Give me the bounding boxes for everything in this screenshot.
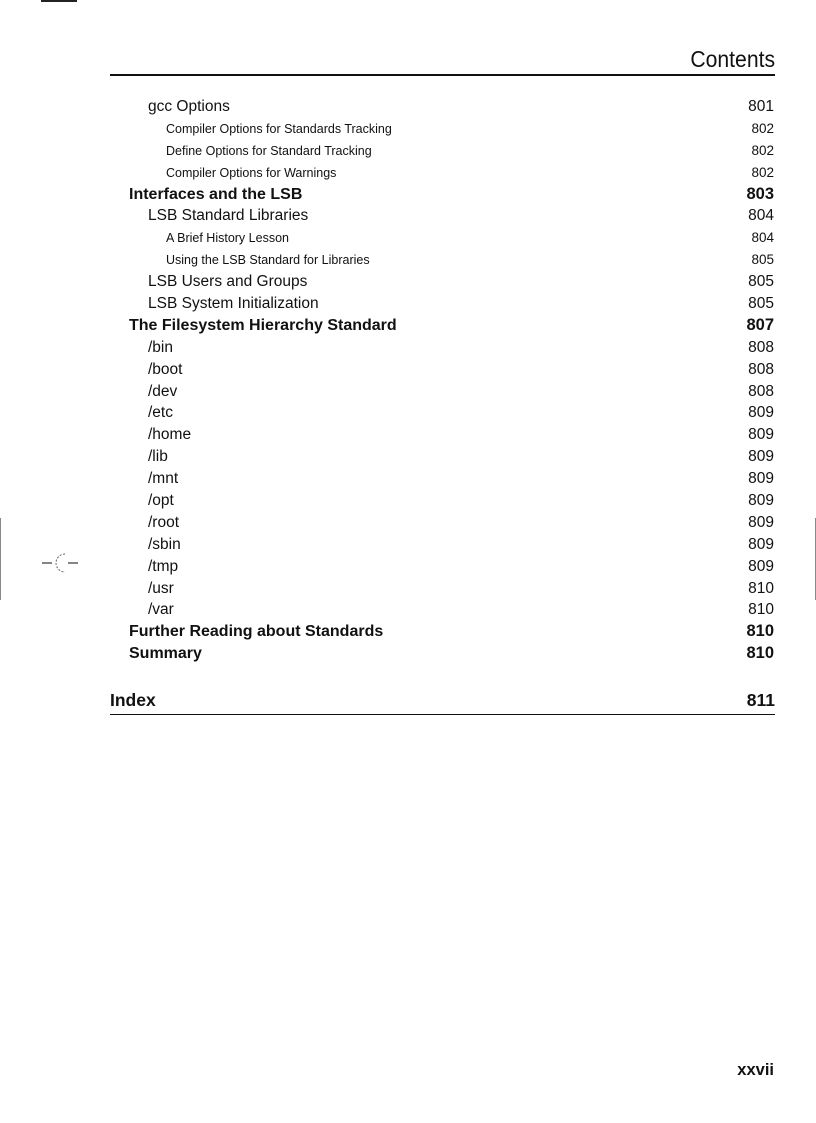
toc-entry-page: 810 xyxy=(748,579,774,597)
toc-entry-page: 808 xyxy=(748,360,774,378)
toc-entry-label: /usr xyxy=(148,579,174,597)
toc-entry[interactable] xyxy=(110,446,774,468)
toc-entry-label: A Brief History Lesson xyxy=(166,231,289,246)
toc-entry[interactable] xyxy=(110,490,774,512)
toc-entry-page: 802 xyxy=(751,164,774,180)
toc-entry[interactable] xyxy=(110,599,774,621)
toc-entry-page: 808 xyxy=(748,338,774,356)
toc-entry[interactable] xyxy=(110,118,774,140)
toc-entry-label: /lib xyxy=(148,448,168,466)
toc-entry-page: 809 xyxy=(748,557,774,575)
toc-entry[interactable] xyxy=(110,184,774,206)
toc-entry[interactable] xyxy=(110,578,774,600)
toc-entry-page: 809 xyxy=(748,426,774,444)
toc-entry-label: Summary xyxy=(129,645,202,663)
toc-entry[interactable] xyxy=(110,337,774,359)
toc-entry-page: 811 xyxy=(746,690,775,710)
crop-mark xyxy=(41,0,77,2)
toc-entry-page: 809 xyxy=(748,470,774,488)
toc-entry-page: 804 xyxy=(748,207,774,225)
toc-entry-label: LSB Standard Libraries xyxy=(148,207,309,225)
toc-entry-page: 801 xyxy=(748,98,774,115)
toc-entry-page: 803 xyxy=(746,184,774,203)
toc-entry[interactable] xyxy=(110,621,774,643)
toc-entry-label: Interfaces and the LSB xyxy=(129,185,303,203)
toc-entry-label: Using the LSB Standard for Libraries xyxy=(166,253,370,268)
toc-entry[interactable] xyxy=(110,534,774,556)
toc-entry[interactable] xyxy=(110,556,774,578)
toc-entry[interactable] xyxy=(110,359,774,381)
toc-entry-label: /root xyxy=(148,513,180,531)
toc-entry[interactable] xyxy=(110,227,774,249)
toc-entry[interactable] xyxy=(110,293,774,315)
toc-entry-label: /var xyxy=(148,601,174,619)
toc-entry[interactable] xyxy=(110,205,774,227)
toc-entry[interactable] xyxy=(110,512,774,534)
toc-entry[interactable] xyxy=(110,162,774,184)
toc-entry-label: /dev xyxy=(148,382,178,400)
toc-entry-page: 809 xyxy=(748,535,774,553)
toc-entry-label: /bin xyxy=(148,338,173,356)
toc-entry-page: 809 xyxy=(748,513,774,531)
toc-entry-page: 802 xyxy=(751,142,774,158)
toc-entry-page: 809 xyxy=(748,492,774,510)
toc-entry-label: Compiler Options for Standards Tracking xyxy=(166,121,392,136)
toc-entry[interactable] xyxy=(110,249,774,271)
toc-entry[interactable] xyxy=(110,96,774,118)
toc-entry-label: /opt xyxy=(148,492,174,510)
toc-entry-page: 805 xyxy=(751,252,774,268)
toc-entry-label: /mnt xyxy=(148,470,179,488)
toc-entry-label: /tmp xyxy=(148,557,179,575)
toc-entry-page: 805 xyxy=(748,273,774,291)
toc-entry[interactable] xyxy=(110,424,774,446)
toc-entry-page: 809 xyxy=(748,448,774,466)
registration-mark-icon xyxy=(40,548,80,578)
toc-entry[interactable] xyxy=(110,271,774,293)
header-rule xyxy=(110,74,775,76)
toc-entry[interactable] xyxy=(110,402,774,424)
page-number: xxvii xyxy=(737,1061,774,1079)
toc-entry-page: 802 xyxy=(751,120,774,136)
toc-entry-label: Index xyxy=(110,690,156,710)
toc-entry-page: 810 xyxy=(746,644,774,663)
toc-entry-label: /sbin xyxy=(148,535,181,553)
toc-entry-label: /home xyxy=(148,426,192,444)
page-edge-left xyxy=(0,518,1,600)
toc-entry[interactable] xyxy=(110,140,774,162)
toc-entry[interactable] xyxy=(110,643,774,665)
running-head: Contents xyxy=(690,46,775,72)
toc-entry-label: gcc Options xyxy=(148,98,230,115)
toc-entry-label: /etc xyxy=(148,404,173,422)
toc-entry-label: /boot xyxy=(148,360,183,378)
toc-entry-page: 807 xyxy=(746,315,774,334)
toc-entry-page: 805 xyxy=(748,295,774,313)
toc-entry-page: 808 xyxy=(748,382,774,400)
toc-entry-page: 810 xyxy=(746,622,774,641)
toc-entry-label: LSB Users and Groups xyxy=(148,273,308,291)
toc-entry[interactable] xyxy=(110,468,774,490)
toc-entry-label: Compiler Options for Warnings xyxy=(166,165,337,180)
toc-entry-page: 809 xyxy=(748,404,774,422)
toc-entry-label: Define Options for Standard Tracking xyxy=(166,143,372,158)
table-of-contents xyxy=(110,96,774,665)
toc-entry-page: 810 xyxy=(748,601,774,619)
toc-entry-label: Further Reading about Standards xyxy=(129,623,384,641)
toc-entry-label: LSB System Initialization xyxy=(148,295,319,313)
toc-entry-label: The Filesystem Hierarchy Standard xyxy=(129,316,397,334)
toc-entry[interactable] xyxy=(110,315,774,337)
toc-entry[interactable] xyxy=(110,381,774,403)
toc-entry-page: 804 xyxy=(751,230,774,246)
toc-entry-index[interactable] xyxy=(110,688,775,715)
